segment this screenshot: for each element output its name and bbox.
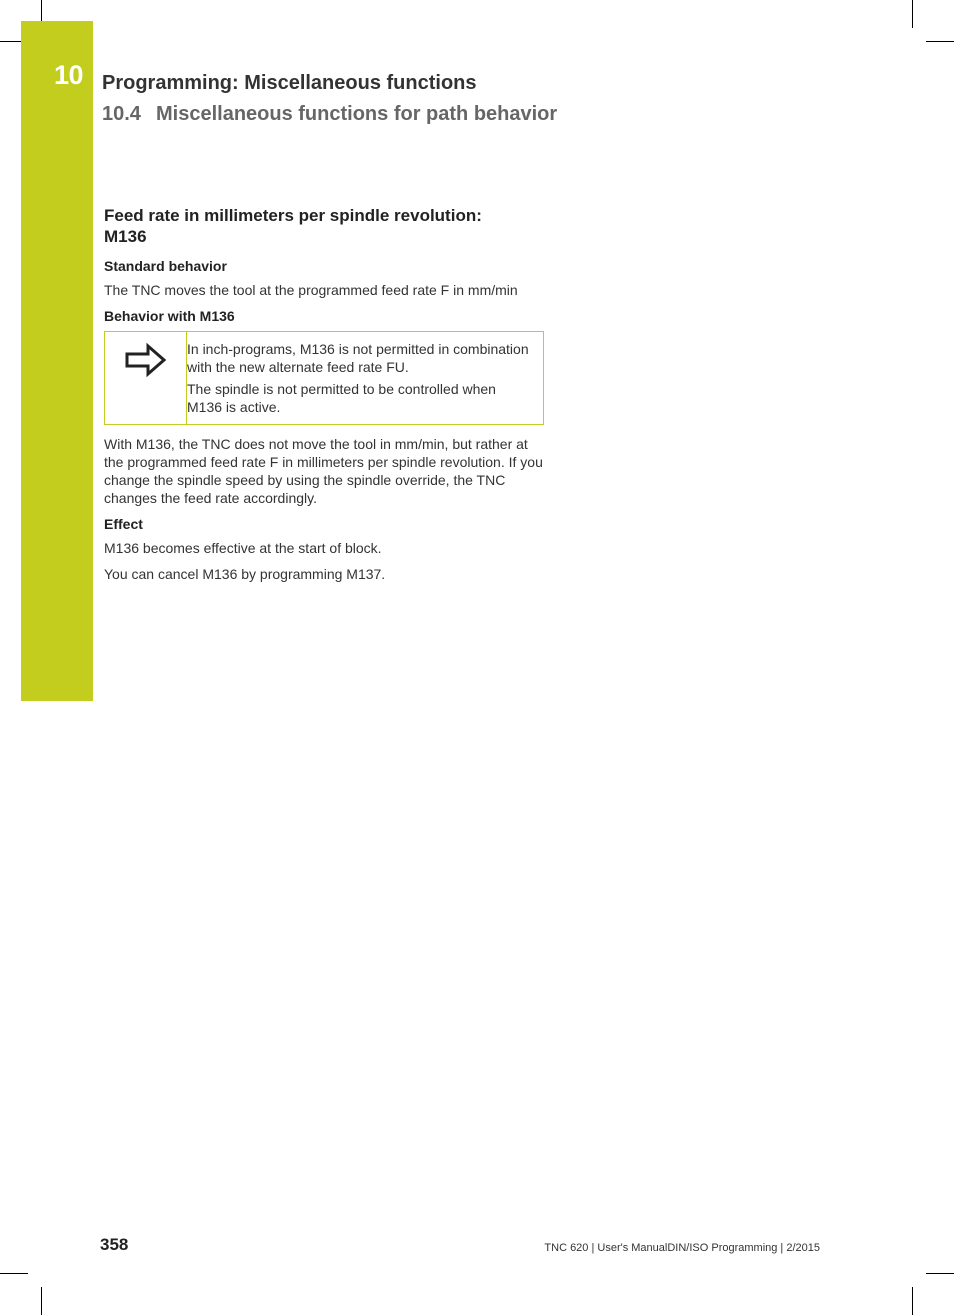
section-title <box>102 103 557 126</box>
chapter-number: 10 <box>54 60 84 90</box>
crop-mark <box>0 1273 28 1274</box>
heading-line-1: Feed rate in millimeters per spindle revolution: <box>104 206 482 225</box>
note-text <box>187 332 543 424</box>
note-box <box>104 331 544 425</box>
effect-text-1: M136 becomes effective at the start of block. <box>104 540 382 556</box>
crop-mark <box>912 0 913 28</box>
chapter-side-band <box>21 21 93 701</box>
crop-mark <box>912 1287 913 1315</box>
page-content <box>104 205 544 591</box>
footer-manual-info: TNC 620 | User's ManualDIN/ISO Programming | 2/2015 <box>544 1242 820 1254</box>
note-icon-cell <box>105 332 187 424</box>
crop-mark <box>926 1273 954 1274</box>
note-text-2: The spindle is not permitted to be controlled when M136 is active. <box>187 381 496 415</box>
behavior-m136-heading: Behavior with M136 <box>104 308 235 324</box>
section-title-text: Miscellaneous functions for path behavior <box>156 103 558 125</box>
section-number: 10.4 <box>102 103 141 125</box>
arrow-right-icon <box>124 342 168 378</box>
section-heading <box>104 205 544 247</box>
standard-behavior-heading: Standard behavior <box>104 258 227 274</box>
heading-line-2: M136 <box>104 227 147 246</box>
crop-mark <box>41 1287 42 1315</box>
crop-mark <box>926 41 954 42</box>
standard-behavior-text: The TNC moves the tool at the programmed feed rate F in mm/min <box>104 282 518 298</box>
chapter-title: Programming: Miscellaneous functions <box>102 72 477 94</box>
page-number: 358 <box>100 1235 129 1254</box>
behavior-m136-text: With M136, the TNC does not move the tool in mm/min, but rather at the programmed feed rate F in millimeters per spindle revolution. If you change the spindle speed by using the spindle override, the TNC changes the feed rate accordingly. <box>104 436 543 506</box>
effect-heading: Effect <box>104 516 143 532</box>
note-text-1: In inch-programs, M136 is not permitted in combination with the new alternate feed rate FU. <box>187 341 529 375</box>
effect-text-2: You can cancel M136 by programming M137. <box>104 566 386 582</box>
